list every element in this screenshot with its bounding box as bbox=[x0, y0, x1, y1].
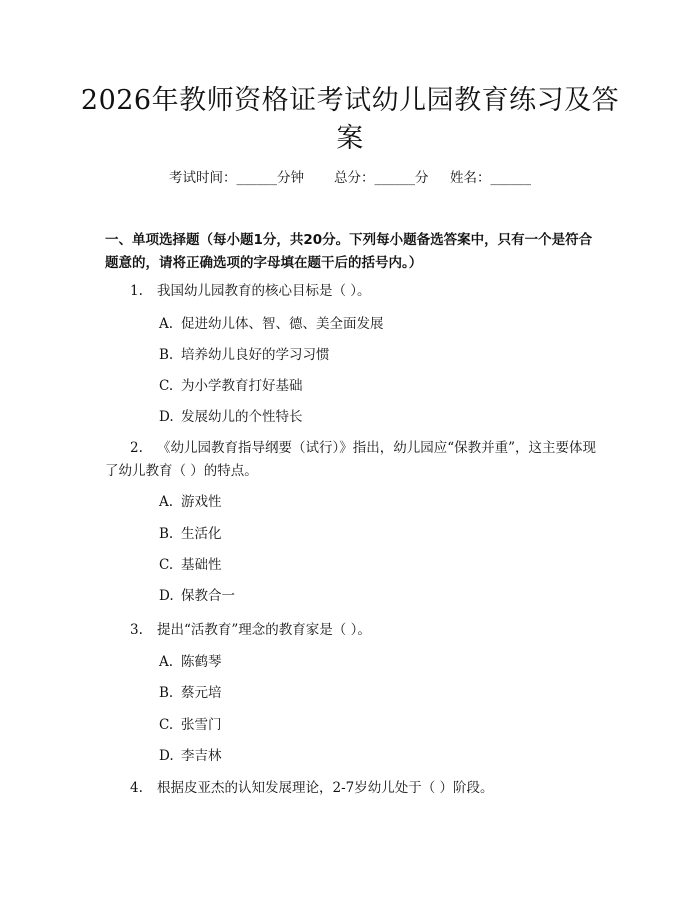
score-blank: ______ bbox=[374, 170, 416, 186]
time-label: 考试时间： bbox=[168, 170, 237, 186]
question-text: 根据皮亚杰的认知发展理论，2-7岁幼儿处于（ ）阶段。 bbox=[157, 780, 494, 796]
option-text: 李吉林 bbox=[181, 748, 222, 764]
option-text: 发展幼儿的个性特长 bbox=[181, 409, 303, 425]
option-text: 张雪门 bbox=[181, 717, 222, 733]
option-letter: D. bbox=[159, 748, 174, 764]
question-text: 《幼儿园教育指导纲要（试行）》指出，幼儿园应“保教并重”，这主要体现了幼儿教育（ ）的特点。 bbox=[105, 440, 597, 479]
option-letter: C. bbox=[159, 378, 174, 394]
option-2a bbox=[159, 492, 599, 512]
score-unit: 分 bbox=[415, 170, 429, 186]
question-text: 我国幼儿园教育的核心目标是（ ）。 bbox=[157, 283, 371, 299]
question-number: 1. bbox=[130, 283, 143, 299]
option-2d bbox=[159, 586, 599, 606]
question-2 bbox=[105, 437, 605, 483]
option-text: 蔡元培 bbox=[181, 685, 222, 701]
option-1c bbox=[159, 376, 599, 396]
option-1d bbox=[159, 407, 599, 427]
option-text: 培养幼儿良好的学习习惯 bbox=[181, 347, 330, 363]
option-letter: D. bbox=[159, 409, 174, 425]
option-letter: B. bbox=[159, 347, 174, 363]
option-letter: C. bbox=[159, 717, 174, 733]
option-letter: B. bbox=[159, 685, 174, 701]
question-1 bbox=[105, 280, 605, 303]
option-text: 基础性 bbox=[181, 557, 222, 573]
option-letter: A. bbox=[159, 494, 174, 510]
question-4 bbox=[105, 777, 605, 800]
option-text: 保教合一 bbox=[181, 588, 235, 604]
option-text: 为小学教育打好基础 bbox=[181, 378, 303, 394]
name-blank: ______ bbox=[490, 170, 531, 186]
option-2c bbox=[159, 555, 599, 575]
question-3 bbox=[105, 619, 605, 642]
option-3c bbox=[159, 715, 599, 735]
option-letter: B. bbox=[159, 526, 174, 542]
option-letter: D. bbox=[159, 588, 174, 604]
section-heading: 一、单项选择题（每小题1分，共20分。下列每小题备选答案中，只有一个是符合题意的，请将正确选项的字母填在题干后的括号内。） bbox=[105, 232, 593, 271]
option-3b bbox=[159, 683, 599, 703]
score-label: 总分： bbox=[334, 170, 375, 186]
option-3a bbox=[159, 652, 599, 672]
option-letter: A. bbox=[159, 654, 174, 670]
option-text: 促进幼儿体、智、德、美全面发展 bbox=[181, 316, 384, 332]
exam-meta-line bbox=[0, 169, 700, 187]
option-text: 生活化 bbox=[181, 526, 222, 542]
time-unit: 分钟 bbox=[276, 170, 304, 186]
option-1a bbox=[159, 314, 599, 334]
question-number: 4. bbox=[130, 780, 143, 796]
option-1b bbox=[159, 345, 599, 365]
option-letter: A. bbox=[159, 316, 174, 332]
option-text: 陈鹤琴 bbox=[181, 654, 222, 670]
question-number: 3. bbox=[130, 622, 143, 638]
question-number: 2. bbox=[130, 440, 143, 456]
option-text: 游戏性 bbox=[181, 494, 222, 510]
time-blank: ______ bbox=[236, 170, 277, 186]
question-text: 提出“活教育”理念的教育家是（ ）。 bbox=[157, 622, 371, 638]
page-title: 2026年教师资格证考试幼儿园教育练习及答案 bbox=[80, 85, 620, 154]
option-2b bbox=[159, 524, 599, 544]
name-label: 姓名： bbox=[450, 170, 491, 186]
option-3d bbox=[159, 746, 599, 766]
option-letter: C. bbox=[159, 557, 174, 573]
